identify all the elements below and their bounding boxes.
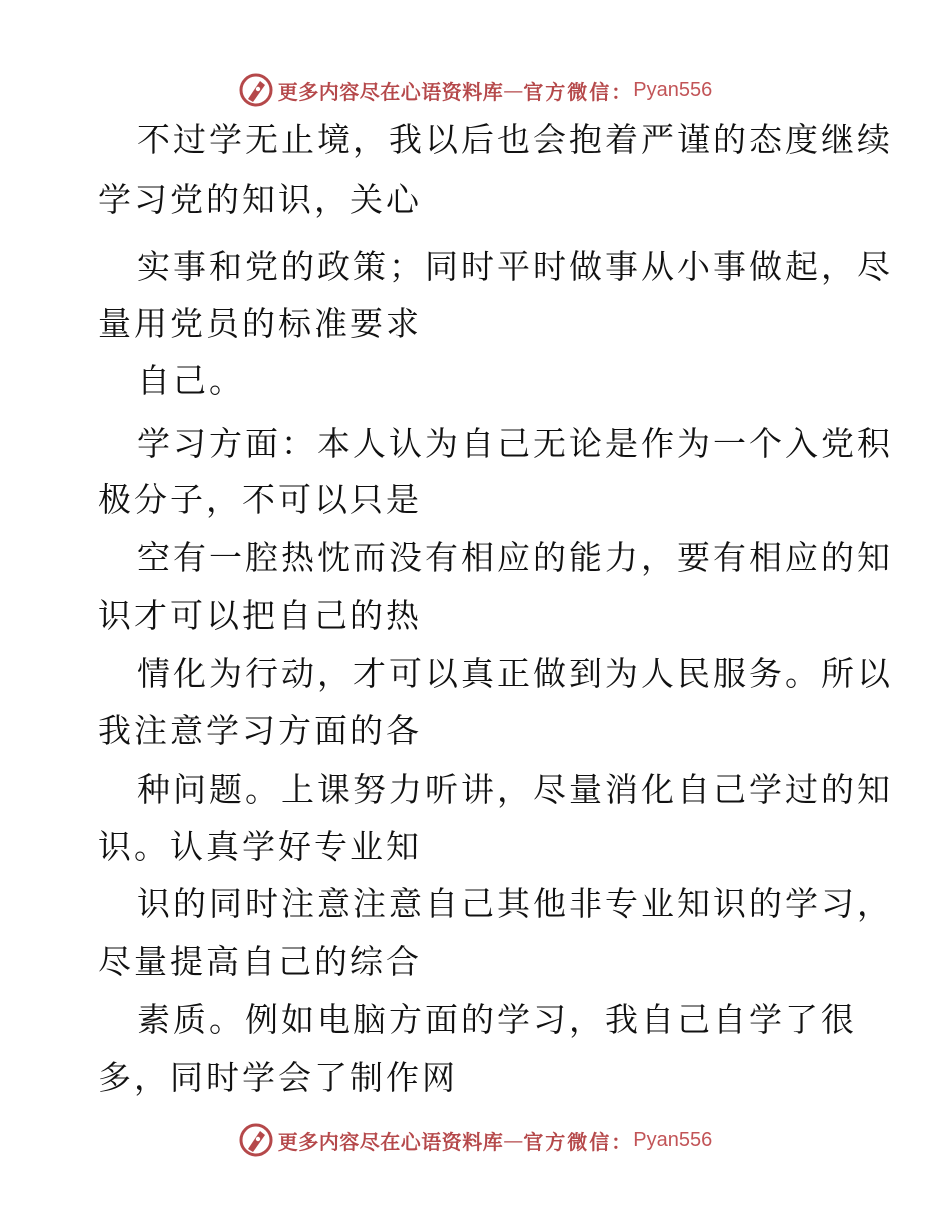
text-line: 识的同时注意注意自己其他非专业知识的学习，: [137, 884, 893, 923]
text-line: 量用党员的标准要求: [98, 304, 422, 343]
text-line: 极分子，不可以只是: [98, 480, 422, 519]
text-line: 尽量提高自己的综合: [98, 942, 422, 981]
header-dash: —: [503, 78, 524, 102]
footer-wechat-id: Pyan556: [633, 1128, 713, 1151]
header-wechat-label: 官方微信：: [523, 79, 634, 104]
text-line: 学习党的知识，关心: [98, 180, 422, 219]
header-site-name: 更多内容尽在心语资料库: [277, 79, 504, 104]
text-line: 自己。: [137, 361, 245, 400]
text-line: 识。认真学好专业知: [98, 827, 422, 866]
text-line: 我注意学习方面的各: [98, 711, 422, 750]
footer-wechat-label: 官方微信：: [523, 1129, 634, 1154]
footer-site-name: 更多内容尽在心语资料库: [277, 1129, 504, 1154]
pen-nib-logo-icon: [238, 72, 274, 108]
text-line: 种问题。上课努力听讲，尽量消化自己学过的知: [137, 770, 893, 809]
text-line: 素质。例如电脑方面的学习，我自己自学了很: [137, 1000, 857, 1039]
text-line: 空有一腔热忱而没有相应的能力，要有相应的知: [137, 538, 893, 577]
footer-banner: [0, 1118, 950, 1162]
text-line: 不过学无止境，我以后也会抱着严谨的态度继续: [137, 120, 893, 159]
text-line: 实事和党的政策；同时平时做事从小事做起，尽: [137, 247, 893, 286]
text-line: 学习方面：本人认为自己无论是作为一个入党积: [137, 424, 893, 463]
pen-nib-logo-icon: [238, 1122, 274, 1158]
text-line: 识才可以把自己的热: [98, 596, 422, 635]
text-line: 情化为行动，才可以真正做到为人民服务。所以: [137, 654, 893, 693]
footer-dash: —: [503, 1128, 524, 1152]
header-banner: [0, 68, 950, 112]
header-wechat-id: Pyan556: [633, 78, 713, 101]
text-line: 多，同时学会了制作网: [98, 1058, 458, 1097]
